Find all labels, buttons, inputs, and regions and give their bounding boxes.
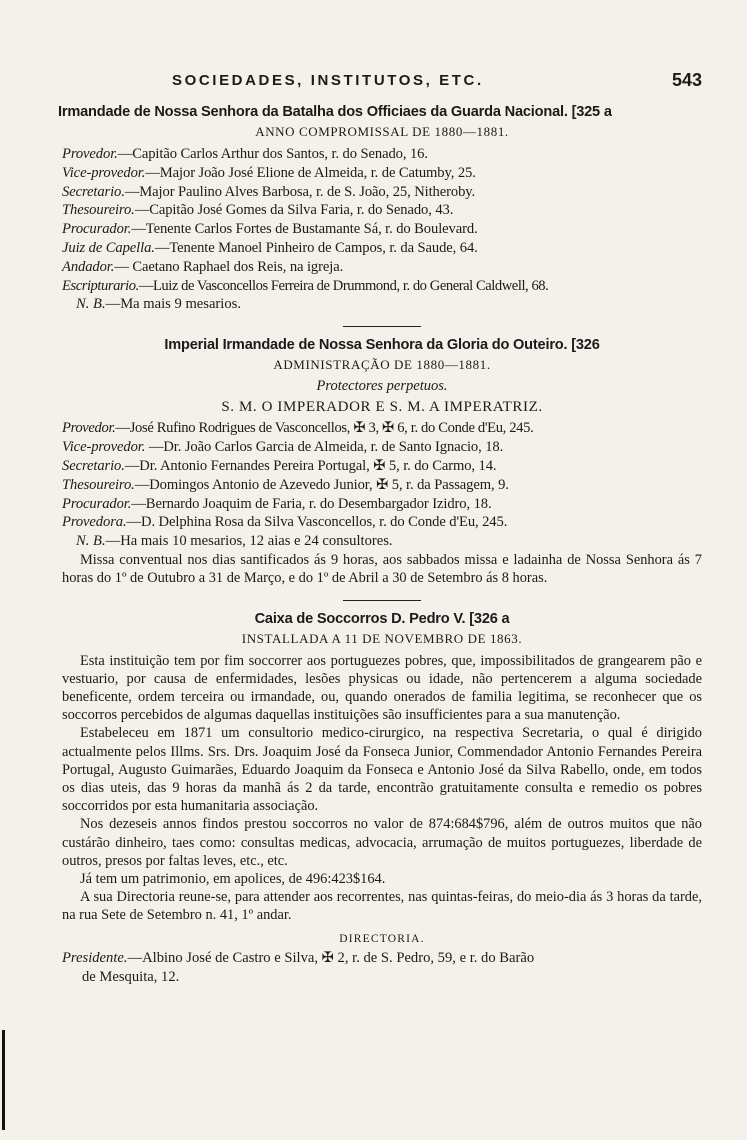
section2-entry bbox=[62, 513, 702, 532]
entry-role: Andador. bbox=[62, 258, 115, 275]
section2-entry bbox=[62, 438, 702, 457]
entry-role: Thesoureiro. bbox=[62, 476, 135, 493]
entry-text: —José Rufino Rodrigues de Vasconcellos, ✠ 3, ✠ 6, r. do Conde d'Eu, 245. bbox=[115, 420, 534, 437]
entry-text: —Dr. Antonio Fernandes Pereira Portugal, ✠ 5, r. do Carmo, 14. bbox=[124, 457, 497, 474]
president-entry bbox=[62, 949, 702, 987]
section2-entry bbox=[62, 457, 702, 476]
entry-text: —Tenente Manoel Pinheiro de Campos, r. da Saude, 64. bbox=[154, 239, 478, 256]
section1-entry bbox=[62, 183, 702, 202]
section3-paragraph: Já tem um patrimonio, em apolices, de 496:423$164. bbox=[80, 871, 386, 887]
protectors-names: S. M. O IMPERADOR E S. M. A IMPERATRIZ. bbox=[221, 399, 543, 416]
section1-entry bbox=[62, 201, 702, 220]
section1-title: Irmandade de Nossa Senhora da Batalha dos Officiaes da Guarda Nacional. [325 a bbox=[58, 104, 612, 120]
section1-entry bbox=[62, 220, 702, 239]
note-label: N. B. bbox=[76, 533, 106, 550]
section1-entry bbox=[62, 239, 702, 258]
entry-text: — Caetano Raphael dos Reis, na igreja. bbox=[114, 258, 344, 275]
entry-text: —Tenente Carlos Fortes de Bustamante Sá, r. do Boulevard. bbox=[131, 221, 478, 238]
entry-text: —Bernardo Joaquim de Faria, r. do Desembargador Izidro, 18. bbox=[131, 495, 492, 512]
directory-heading: DIRECTORIA. bbox=[339, 932, 425, 945]
entry-text: —Luiz de Vasconcellos Ferreira de Drummond, r. do General Caldwell, 68. bbox=[138, 277, 549, 294]
entry-role: Vice-provedor. bbox=[62, 164, 146, 181]
entry-role: Procurador. bbox=[62, 221, 132, 238]
section2-entries bbox=[62, 419, 702, 532]
entry-text: —Major João José Elione de Almeida, r. de Catumby, 25. bbox=[145, 164, 476, 181]
entry-text: —Major Paulino Alves Barbosa, r. de S. João, 25, Nitheroby. bbox=[124, 183, 476, 200]
section3-paragraph: Estabeleceu em 1871 um consultorio medico-cirurgico, na respectiva Secretaria, o qual é dirigido actualmente pelos Illms. Srs. Drs. Joaquim José da Fonseca Junior, Commendador Antonio Fernandes Pereira Portugal, Augusto Guimarães, Eduardo Joaquim da Fonseca e Antonio José da Silva Rabello, onde, em todos os dias uteis, das 9 horas da manhã ás 2 da tarde, encontrão gratuitamente consulta e remedio os pobres soccorridos por esta humanitaria associação. bbox=[62, 725, 702, 815]
entry-role: Presidente. bbox=[62, 949, 128, 966]
section1-note bbox=[62, 295, 702, 314]
section2-title: Imperial Irmandade de Nossa Senhora da Gloria do Outeiro. [326 bbox=[164, 337, 600, 354]
entry-role: Provedor. bbox=[62, 420, 116, 437]
entry-text: —D. Delphina Rosa da Silva Vasconcellos, r. do Conde d'Eu, 245. bbox=[126, 514, 508, 531]
scan-edge-mark bbox=[2, 1030, 5, 1130]
entry-text: —Capitão José Gomes da Silva Faria, r. do Senado, 43. bbox=[134, 202, 454, 219]
entry-text: —Capitão Carlos Arthur dos Santos, r. do Senado, 16. bbox=[117, 146, 428, 162]
entry-role: Provedor. bbox=[62, 146, 118, 162]
entry-role: Secretario. bbox=[62, 183, 125, 200]
section2-paragraph: Missa conventual nos dias santificados ás 9 horas, aos sabbados missa e ladainha de Nossa Senhora ás 7 horas do 1º de Outubro a 31 de Março, e do 1º de Abril a 30 de Setembro ás 8 horas. bbox=[62, 552, 702, 587]
entry-role: Vice-provedor. bbox=[62, 439, 146, 456]
page-number: 543 bbox=[671, 70, 702, 90]
entry-role: Thesoureiro. bbox=[62, 202, 135, 219]
entry-text-continued: de Mesquita, 12. bbox=[82, 968, 180, 985]
section3-title: Caixa de Soccorros D. Pedro V. [326 a bbox=[254, 610, 510, 627]
note-label: N. B. bbox=[76, 296, 106, 313]
document-page bbox=[58, 70, 702, 987]
entry-text: —Domingos Antonio de Azevedo Junior, ✠ 5, r. da Passagem, 9. bbox=[134, 476, 509, 493]
running-title: SOCIEDADES, INSTITUTOS, ETC. bbox=[172, 72, 484, 89]
section1-entry bbox=[62, 277, 702, 296]
entry-role: Procurador. bbox=[62, 495, 132, 512]
entry-role: Juiz de Capella. bbox=[62, 239, 155, 256]
running-head bbox=[62, 72, 702, 96]
section1-entry bbox=[62, 258, 702, 277]
section3-paragraph: Nos dezeseis annos findos prestou soccorros no valor de 874:684$796, além de outros muitos que não custárão dinheiro, taes como: consultas medicas, advocacia, arrumação de muitos portuguezes, liberdade de outros, presos por faltas leves, etc., etc. bbox=[62, 816, 702, 869]
entry-role: Escripturario. bbox=[62, 277, 139, 294]
section-divider bbox=[343, 600, 421, 601]
entry-role: Provedora. bbox=[62, 514, 127, 531]
protectors-label: Protectores perpetuos. bbox=[316, 378, 448, 395]
section2-note bbox=[62, 532, 702, 551]
section1-entry bbox=[62, 145, 702, 164]
section1-entries bbox=[62, 145, 702, 295]
section3-paragraph: A sua Directoria reune-se, para attender aos recorrentes, nas quintas-feiras, do meio-dia ás 3 horas da tarde, na rua Sete de Setembro n. 41, 1º andar. bbox=[62, 889, 702, 924]
section2-entry bbox=[62, 495, 702, 514]
note-text: —Ha mais 10 mesarios, 12 aias e 24 consultores. bbox=[105, 533, 393, 550]
section2-subtitle: ADMINISTRAÇÃO DE 1880—1881. bbox=[273, 357, 491, 373]
section3-paragraph: Esta instituição tem por fim soccorrer aos portuguezes pobres, que, impossibilitados de grangearem pão e vestuario, por causa de enfermidades, lesões physicas ou idade, não pertencerem a alguma sociedade beneficente, ordem terceira ou irmandade, ou, quando onerados de familia legitima, se reconhecer que os soccorros percebidos de algumas daquellas instituições são insufficientes para a sua manutenção. bbox=[62, 652, 702, 724]
section1-entry bbox=[62, 164, 702, 183]
section1-subtitle: ANNO COMPROMISSAL DE 1880—1881. bbox=[255, 124, 509, 139]
section3-subtitle: INSTALLADA A 11 DE NOVEMBRO DE 1863. bbox=[241, 630, 523, 646]
note-text: —Ma mais 9 mesarios. bbox=[105, 296, 241, 313]
entry-text: —Dr. João Carlos Garcia de Almeida, r. de Santo Ignacio, 18. bbox=[145, 439, 504, 456]
section2-entry bbox=[62, 476, 702, 495]
entry-text: —Albino José de Castro e Silva, ✠ 2, r. de S. Pedro, 59, e r. do Barão bbox=[127, 949, 535, 966]
section2-entry bbox=[62, 419, 702, 438]
entry-role: Secretario. bbox=[62, 457, 125, 474]
section-divider bbox=[343, 326, 421, 327]
